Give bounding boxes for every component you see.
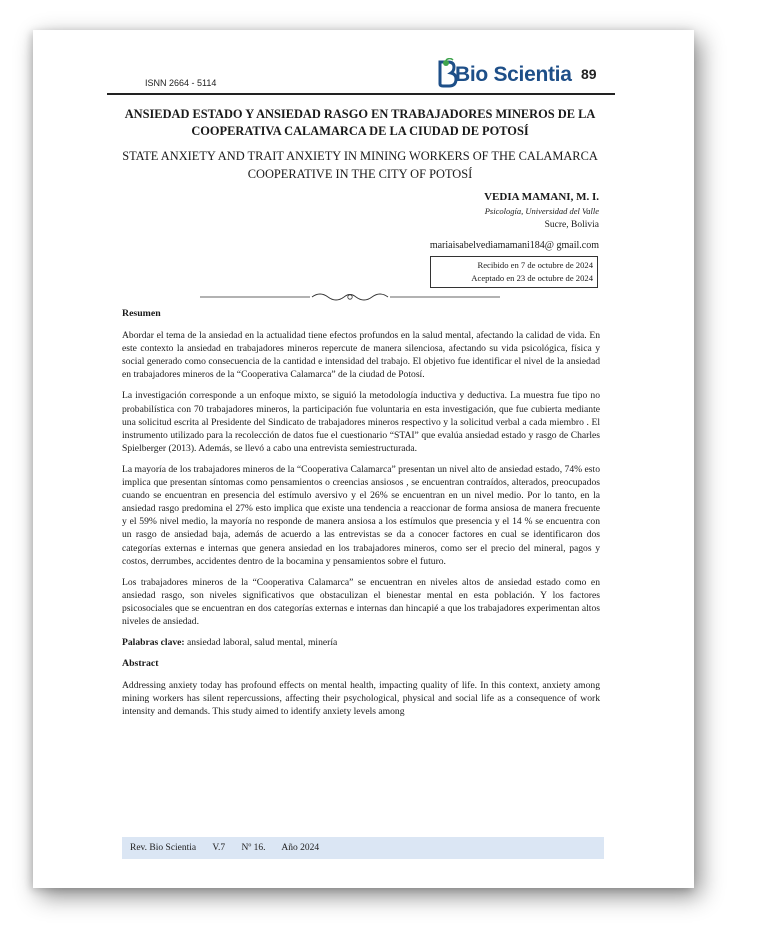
abstract-heading: Abstract	[122, 658, 159, 670]
header-rule	[107, 93, 615, 95]
resumen-paragraph-4: Los trabajadores mineros de la “Cooperativa Calamarca” se encuentran en niveles altos de ansiedad estado como en ansiedad rasgo, son niveles significativos que obstaculizan el bienestar mental en esta población. Y los factores psicosociales que se encuentran en dos categorías externas e internas dan hincapié a que los trabajadores experimentan altos niveles de ansiedad.	[122, 576, 600, 627]
resumen-paragraph-3: La mayoría de los trabajadores mineros de la “Cooperativa Calamarca” presentan un nivel alto de ansiedad estado, 74% esto implica que presentan síntomas como pensamientos o creencias ansiosos , se encuentran contraídos, alterados, preocupados cuando se encuentran en presencia del estímulo aversivo y el 26% se encuentran en un nivel medio. Por lo tanto, en la ansiedad rasgo predomina el 27% esto implica que existe una tendencia a reaccionar de forma ansiosa de manera frecuente y el 59% nivel medio, la mayoría no responde de manera ansiosa a los estímulos que presencia y el 14 % se encuentra con un rasgo de ansiedad baja, además de acuerdo a las entrevistas se da a conocer factores en cual se identificaron dos categorías externas e internas que genera ansiedad en los trabajadores mineros, como ser el precio del mineral, pagos y costos, derrumbes, accidentes dentro de la bocamina y pensamientos sobre el futuro.	[122, 463, 600, 567]
keywords-line	[122, 636, 600, 649]
abstract-paragraph: Addressing anxiety today has profound effects on mental health, impacting quality of life. In this context, anxiety among mining workers has silent repercussions, affecting their psychological, physical and social life as a consequence of work intensity and demands. This study aimed to identify anxiety levels among	[122, 680, 600, 718]
keywords-label: Palabras clave:	[122, 637, 185, 649]
ornament-divider-icon	[200, 290, 500, 304]
title-english: STATE ANXIETY AND TRAIT ANXIETY IN MINING WORKERS OF THE CALAMARCA COOPERATIVE IN THE CITY OF POTOSÍ	[122, 149, 598, 181]
footer-volume: V.7	[212, 843, 226, 853]
keywords-values: ansiedad laboral, salud mental, minería	[184, 637, 338, 649]
footer-journal: Rev. Bio Scientia	[130, 843, 197, 853]
issn-label: ISNN 2664 - 5114	[145, 78, 217, 88]
article-body	[122, 307, 600, 727]
footer-number: Nº 16.	[241, 843, 266, 853]
resumen-paragraph-2: La investigación corresponde a un enfoque mixto, se siguió la metodología inductiva y deductiva. La muestra fue tipo no probabilística con 70 trabajadores mineros, la participación fue voluntaria en esta investigación, que fue cubierta mediante una solicitud escrita al Presidente del Sindicato de trabajadores mineros respectivo y la solicitud verbal a cada miembro . El instrumento utilizado para la recolección de datos fue el cuestionario “STAI” que evalúa ansiedad estado y rasgo de Charles Spielberger (2013). Además, se llevó a cabo una entrevista semiestructurada.	[122, 390, 600, 454]
accepted-date: Aceptado en 23 de octubre de 2024	[471, 273, 593, 283]
title-spanish: ANSIEDAD ESTADO Y ANSIEDAD RASGO EN TRABAJADORES MINEROS DE LA COOPERATIVA CALAMARCA DE LA CIUDAD DE POTOSÍ	[124, 107, 596, 138]
received-date: Recibido en 7 de octubre de 2024	[477, 260, 593, 270]
author-affiliation: Psicología, Universidad del Valle	[484, 206, 599, 216]
author-email[interactable]: mariaisabelvediamamani184@ gmail.com	[429, 240, 599, 251]
resumen-heading: Resumen	[122, 308, 161, 319]
resumen-paragraph-1: Abordar el tema de la ansiedad en la actualidad tiene efectos profundos en la salud mental, afectando la calidad de vida. En este contexto la ansiedad en trabajadores mineros repercute de manera silenciosa, afectando su vida psicológica, física y social generado como consecuencia de la cantidad e intensidad del trabajo. El objetivo fue identificar el nivel de la ansiedad en trabajadores mineros de la “Cooperativa Calamarca” de la ciudad de Potosí.	[122, 330, 600, 381]
page-footer	[122, 837, 604, 859]
author-city: Sucre, Bolivia	[544, 220, 599, 230]
journal-logo-text: Bio Scientia	[455, 63, 572, 86]
dates-box	[430, 256, 598, 288]
author-name: VEDIA MAMANI, M. I.	[484, 191, 599, 203]
footer-year: Año 2024	[281, 843, 320, 853]
author-block	[484, 190, 599, 232]
page-number: 89	[581, 66, 597, 82]
